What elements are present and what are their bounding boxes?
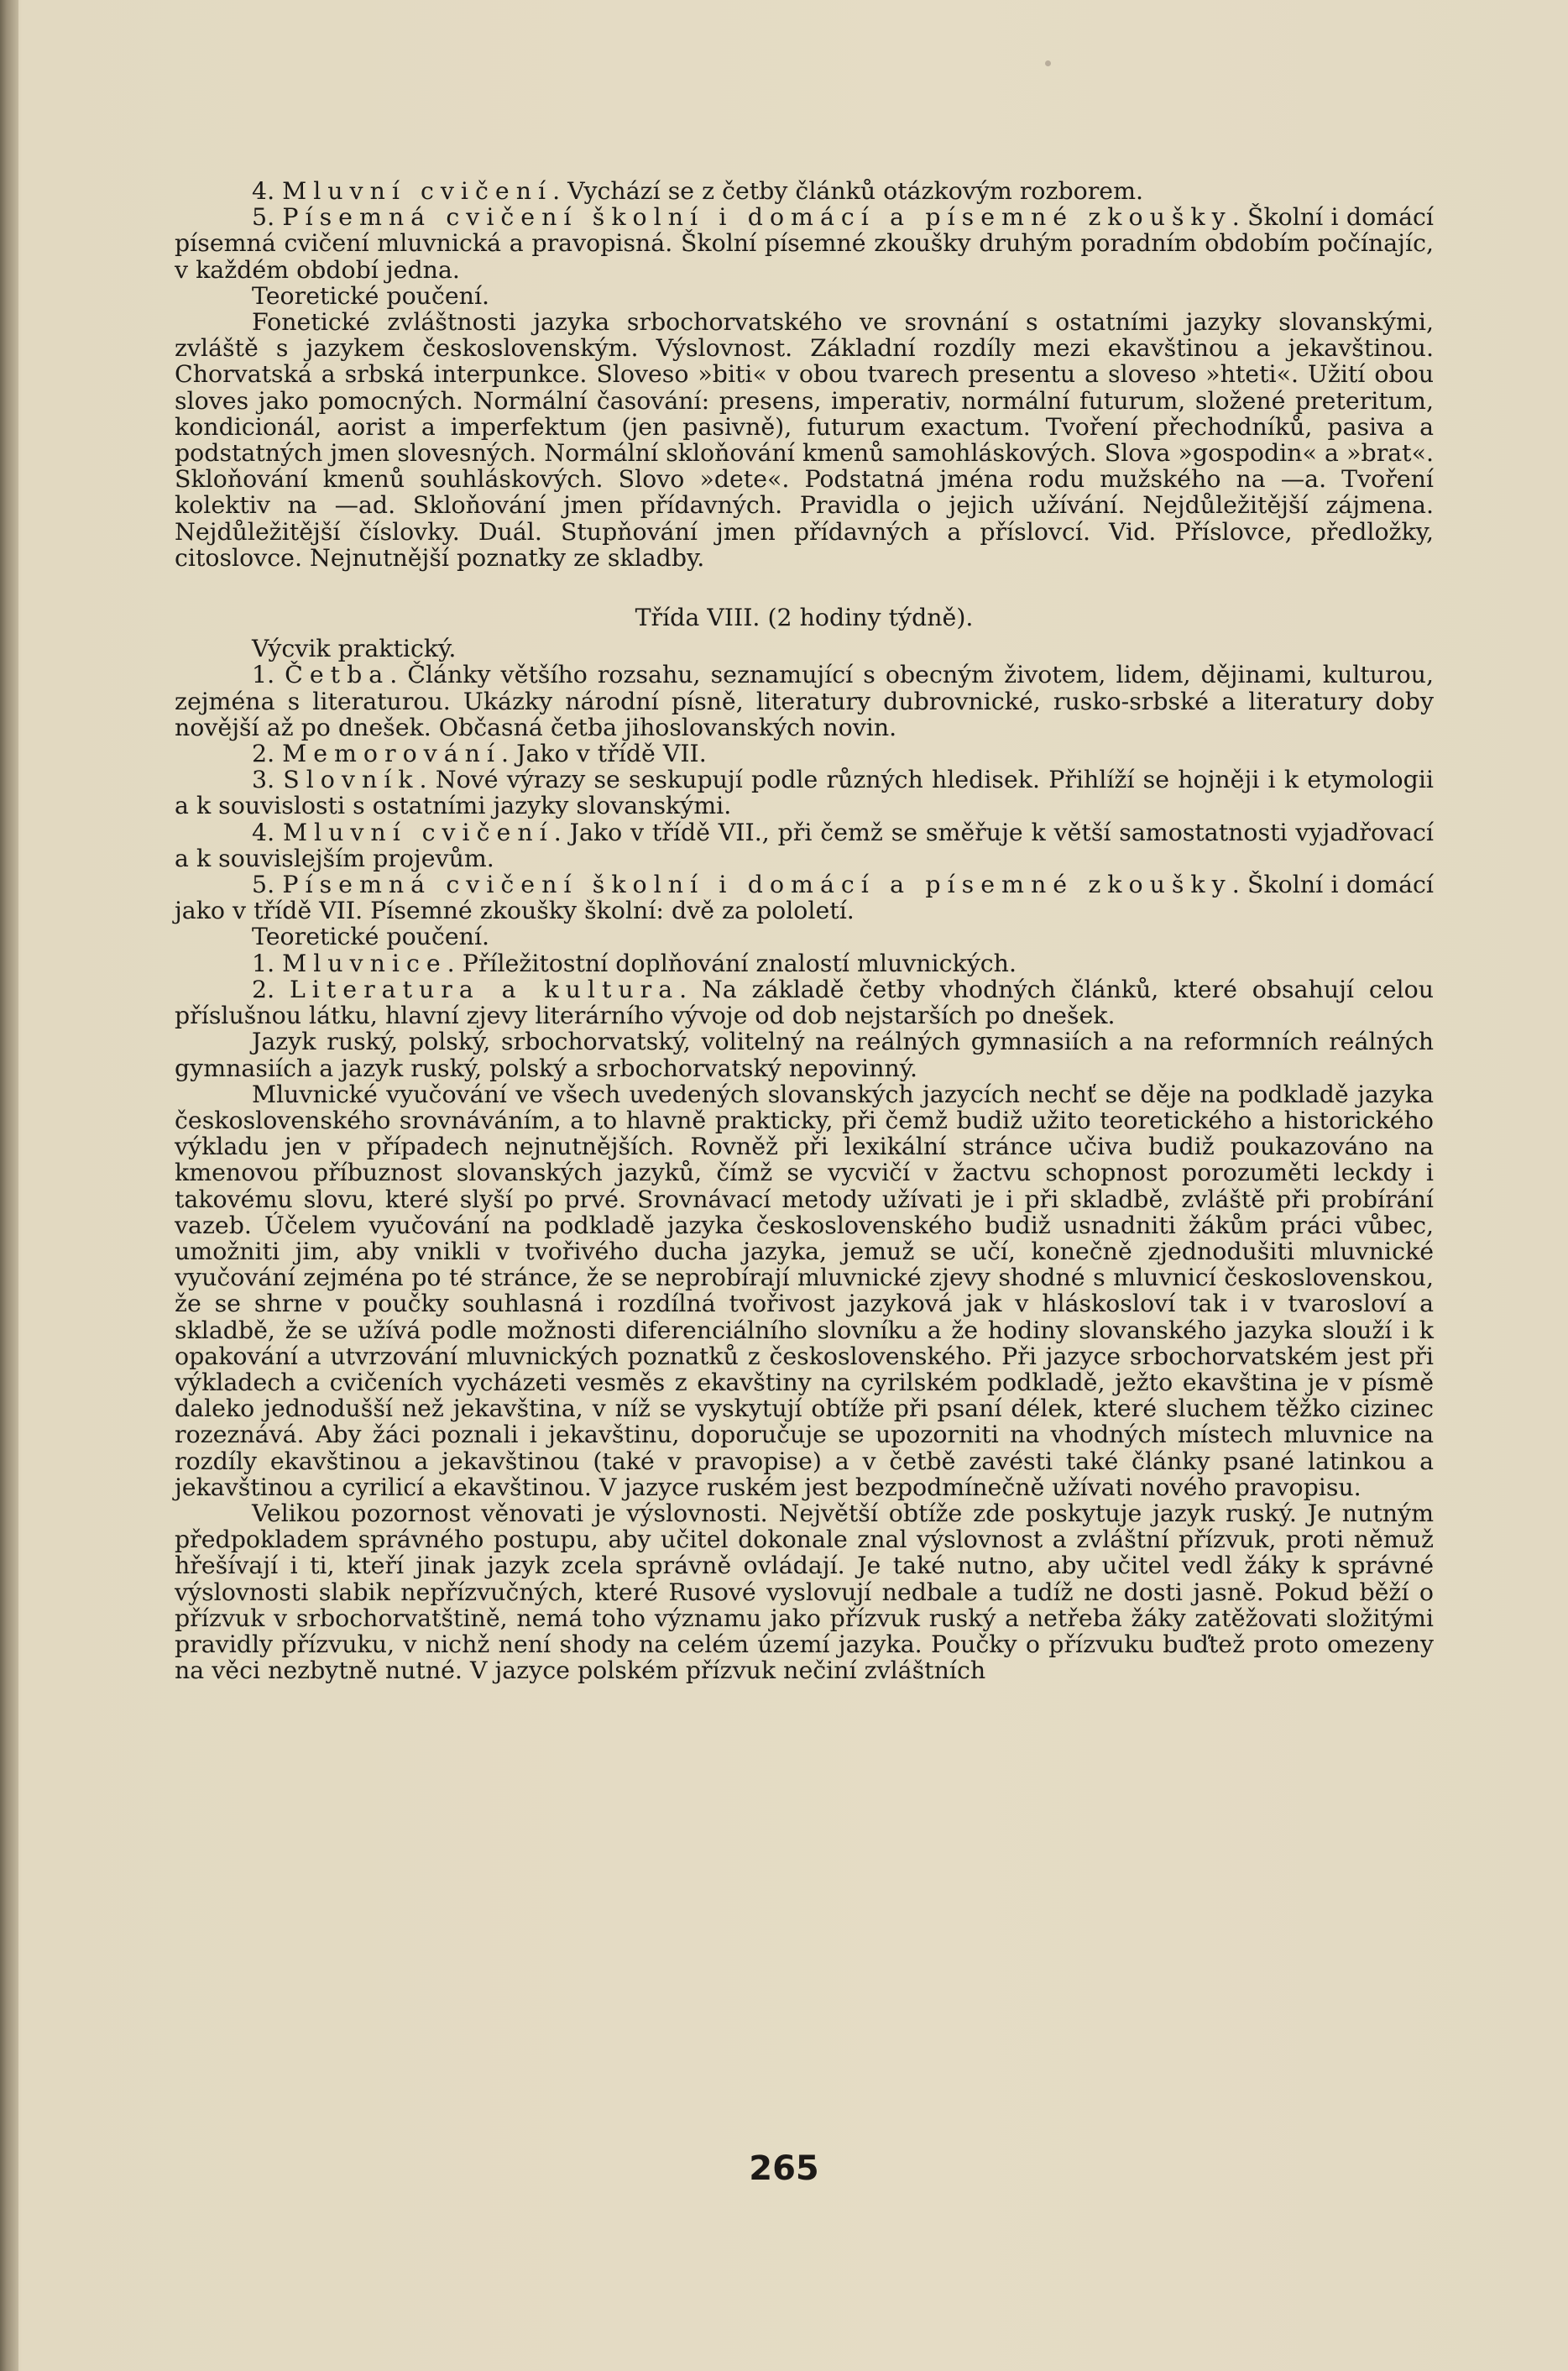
- item-number: 2.: [252, 740, 283, 768]
- item-number: 2.: [252, 975, 290, 1003]
- item-text: Jazyk ruský, polský, srbochorvatský, volitelný na reálných gymnasiích a na reformních reálných gymnasiích a jazyk ruský, polský a srbochorvatský nepovinný.: [175, 1028, 1434, 1082]
- item-number: 1.: [252, 661, 285, 689]
- item-title: Memorování: [282, 740, 502, 768]
- item-title: Četba: [285, 661, 390, 689]
- item-number: 5.: [252, 203, 283, 232]
- item-text: . Školní i domácí písemná cvičení mluvnická a pravopisná. Školní písemné zkoušky druhým poradním obdobím počínajíc, v každém období jedna.: [175, 203, 1434, 284]
- paragraph-slovnik: [175, 767, 1434, 819]
- item-title: Mluvní cvičení: [282, 177, 553, 205]
- item-text: Velikou pozornost věnovati je výslovnosti. Největší obtíže zde poskytuje jazyk ruský. Je nutným předpokladem správného postupu, aby učitel dokonale znal výslovnost a zvláštní přízvuk, proti němuž hřešívají i ti, kteří jinak jazyk zcela správně ovládají. Je také nutno, aby učitel vedl žáky k správné výslovnosti slabik nepřízvučných, které Rusové vyslovují nedbale a tudíž ne dosti jasně. Pokud běží o přízvuk v srbochorvatštině, nemá toho významu jako přízvuk ruský a netřeba žáky zatěžovati složitými pravidly přízvuku, v nichž není shody na celém území jazyka. Poučky o přízvuku buďtež proto omezeny na věci nezbytně nutné. V jazyce polském přízvuk nečiní zvláštních: [175, 1499, 1434, 1685]
- item-text: . Články většího rozsahu, seznamující s obecným životem, lidem, dějinami, kulturou, zejména s literaturou. Ukázky národní písně, literatury dubrovnické, rusko-srbské a literatury doby novější až po dnešek. Občasná četba jihoslovanských novin.: [175, 661, 1434, 741]
- subheading-teoreticke-pouceni: [175, 283, 1434, 309]
- item-title: Slovník: [283, 766, 420, 794]
- item-text: Fonetické zvláštnosti jazyka srbochorvatského ve srovnání s ostatními jazyky slovanskými, zvláště s jazykem československým. Výslovnost. Základní rozdíly mezi ekavštinou a jekavštinou. Chorvatská a srbská interpunkce. Sloveso »biti« v obou tvarech presentu a sloveso »hteti«. Užití obou sloves jako pomocných. Normální časování: presens, imperativ, normální futurum, složené preteritum, kondicionál, aorist a imperfektum (jen pasivně), futurum exactum. Tvoření přechodníků, pasiva a podstatných jmen slovesných. Normální skloňování kmenů samohláskových. Slova »gospodin« a »brat«. Skloňování kmenů souhláskových. Slovo »dete«. Podstatná jména rodu mužského na —a. Tvoření kolektiv na —ad. Skloňování jmen přídavných. Pravidla o jejich užívání. Nejdůležitější zájmena. Nejdůležitější číslovky. Duál. Stupňování jmen přídavných a příslovcí. Vid. Příslovce, předložky, citoslovce. Nejnutnější poznatky ze skladby.: [175, 308, 1434, 572]
- item-text: . Příležitostní doplňování znalostí mluvnických.: [447, 949, 1017, 977]
- paragraph-pisemna-cviceni-viii: [175, 871, 1434, 924]
- item-title: Mluvnice: [282, 949, 447, 977]
- item-number: 5.: [252, 871, 283, 899]
- paragraph-foneticke: [175, 309, 1434, 571]
- paragraph-jazyk-rusky: [175, 1028, 1434, 1081]
- subheading-teoreticke-pouceni-viii: [175, 924, 1434, 950]
- page-text: [175, 178, 1434, 1683]
- subheading-vycvik: [175, 636, 1434, 662]
- item-text: Teoretické poučení.: [252, 923, 490, 951]
- paragraph-literatura: [175, 976, 1434, 1028]
- paragraph-vyslovnost: [175, 1500, 1434, 1683]
- item-text: Mluvnické vyučování ve všech uvedených slovanských jazycích nechť se děje na podkladě jazyka československého srovnáváním, a to hlavně prakticky, při čemž budiž užito teoretického a historického výkladu jen v případech nejnutnějších. Rovněž při lexikální stránce učiva budiž poukazováno na kmenovou příbuznost slovanských jazyků, čímž se vycvičí v žactvu schopnost porozuměti leckdy i takovému slovu, které slyší po prvé. Srovnávací metody užívati je i při skladbě, zvláště při probírání vazeb. Účelem vyučování na podkladě jazyka československého budiž usnadniti žákům práci vůbec, umožniti jim, aby vnikli v tvořivého ducha jazyka, jemuž se učí, konečně zjednodušiti mluvnické vyučování zejména po té stránce, že se neprobírají mluvnické zjevy shodné s mluvnicí československou, že se shrne v poučky souhlasná i rozdílná tvořivost jazyková jak v hláskosloví tak i v tvarosloví a skladbě, že se užívá podle možnosti diferenciálního slovníku a že hodiny slovanského jazyka slouží i k opakování a utvrzování mluvnických poznatků z československého. Při jazyce srbochorvatském jest při výkladech a cvičeních vycházeti vesměs z ekavštiny na cyrilském podkladě, ježto ekavština je v písmě daleko jednodušší než jekavština, v níž se vyskytují obtíže při psaní délek, které sluchem těžko cizinec rozeznává. Aby žáci poznali i jekavštinu, doporučuje se upozorniti na vhodných místech mluvnice na rozdíly ekavštinou a jekavštinou (také v pravopise) a v četbě zavésti také články psané latinkou a jekavštinou a cyrilicí a ekavštinou. V jazyce ruském jest bezpodmínečně užívati nového pravopisu.: [175, 1080, 1434, 1501]
- item-text: Výcvik praktický.: [252, 635, 457, 663]
- item-text: . Vychází se z četby článků otázkovým rozborem.: [552, 177, 1144, 205]
- paragraph-mluvni-cviceni-viii: [175, 819, 1434, 871]
- paper-speck: [1045, 60, 1051, 66]
- item-title: Písemná cvičení školní i domácí a písemné zkoušky: [282, 871, 1232, 899]
- item-title: Literatura a kultura: [289, 975, 680, 1003]
- item-number: 1.: [252, 949, 283, 977]
- item-text: . Jako v třídě VII., při čemž se směřuje k větší samostatnosti vyjadřovací a k souvislejším projevům.: [175, 818, 1434, 872]
- item-title: Písemná cvičení školní i domácí a písemné zkoušky: [282, 203, 1232, 232]
- paragraph-mluvni-cviceni: [175, 178, 1434, 204]
- item-number: 4.: [252, 818, 283, 846]
- paragraph-memorovani: [175, 741, 1434, 767]
- item-text: . Na základě četby vhodných článků, které obsahují celou příslušnou látku, hlavní zjevy literárního vývoje od dob nejstarších po dnešek.: [175, 975, 1434, 1030]
- item-text: . Nové výrazy se seskupují podle různých hledisek. Přihlíží se hojněji i k etymologii a k souvislosti s ostatními jazyky slovanskými.: [175, 766, 1434, 820]
- paragraph-cetba: [175, 662, 1434, 741]
- paragraph-pisemna-cviceni: [175, 204, 1434, 283]
- item-text: Teoretické poučení.: [252, 281, 490, 310]
- item-number: 3.: [252, 766, 284, 794]
- paragraph-mluvnicke-vyucovani: [175, 1081, 1434, 1500]
- item-number: 4.: [252, 177, 283, 205]
- paragraph-mluvnice: [175, 950, 1434, 976]
- class-heading: Třída VIII. (2 hodiny týdně).: [635, 604, 974, 632]
- item-text: . Jako v třídě VII.: [501, 740, 707, 768]
- page-number: 265: [749, 2149, 819, 2188]
- book-binding-shadow: [0, 0, 18, 2371]
- item-title: Mluvní cvičení: [282, 818, 554, 846]
- item-text: . Školní i domácí jako v třídě VII. Písemné zkoušky školní: dvě za pololetí.: [175, 871, 1434, 925]
